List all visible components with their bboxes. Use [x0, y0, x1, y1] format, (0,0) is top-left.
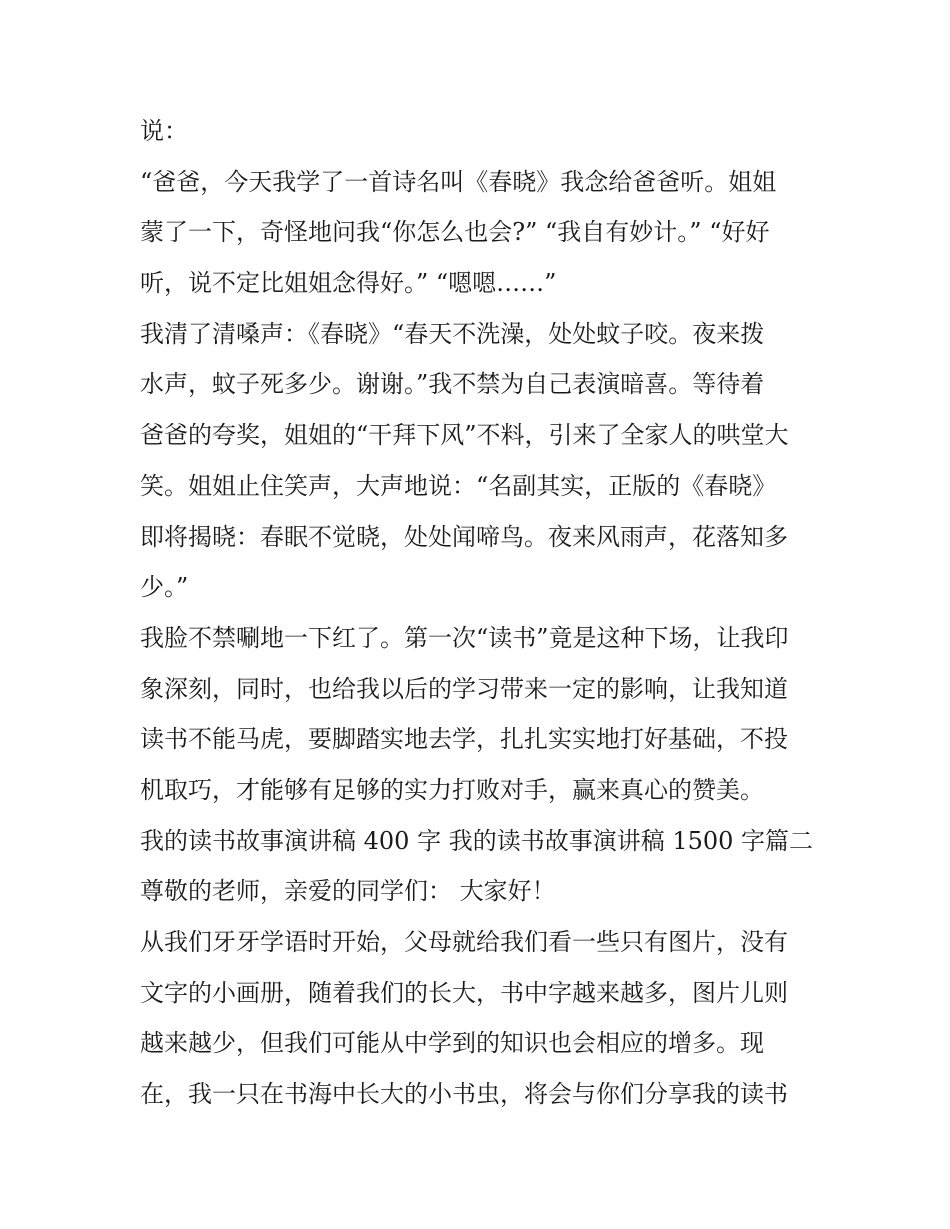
text-line: 说： [140, 117, 188, 145]
text-line: 从我们牙牙学语时开始，父母就给我们看一些只有图片，没有 [140, 928, 788, 956]
text-line: 越来越少，但我们可能从中学到的知识也会相应的增多。现 [140, 1029, 764, 1058]
text-line: 听，说不定比姐姐念得好。” “嗯嗯……” [140, 269, 557, 298]
text-line: 爸爸的夸奖，姐姐的“干拜下风”不料，引来了全家人的哄堂大 [140, 421, 789, 450]
text-line: 我脸不禁唰地一下红了。第一次“读书”竟是这种下场，让我印 [140, 623, 789, 652]
text-line: 我清了清嗓声：《春晓》“春天不洗澡，处处蚊子咬。夜来拨 [140, 319, 765, 348]
text-line: 蒙了一下，奇怪地问我“你怎么也会?” “我自有妙计。” “好好 [140, 218, 770, 247]
text-line: 尊敬的老师，亲爱的同学们： 大家好！ [140, 877, 556, 906]
text-line: 少。” [140, 573, 189, 602]
text-line: 机取巧，才能够有足够的实力打败对手，赢来真心的赞美。 [140, 775, 764, 804]
text-line: 即将揭晓：春眠不觉晓，处处闻啼鸟。夜来风雨声，花落知多 [140, 522, 788, 551]
text-line: 读书不能马虎，要脚踏实地去学，扎扎实实地打好基础，不投 [140, 725, 788, 754]
text-line: 文字的小画册，随着我们的长大，书中字越来越多，图片儿则 [140, 978, 788, 1007]
text-line: 在，我一只在书海中长大的小书虫，将会与你们分享我的读书 [140, 1080, 788, 1109]
body-text [140, 106, 820, 1120]
text-line: 象深刻，同时，也给我以后的学习带来一定的影响，让我知道 [140, 674, 788, 703]
text-line: 水声，蚊子死多少。谢谢。”我不禁为自己表演暗喜。等待着 [140, 370, 765, 399]
text-line: 笑。姐姐止住笑声，大声地说：“名副其实，正版的《春晓》 [140, 471, 777, 500]
text-line: 我的读书故事演讲稿 400 字 我的读书故事演讲稿 1500 字篇二 [140, 826, 814, 855]
text-line: “爸爸，今天我学了一首诗名叫《春晓》我念给爸爸听。姐姐 [140, 167, 777, 196]
